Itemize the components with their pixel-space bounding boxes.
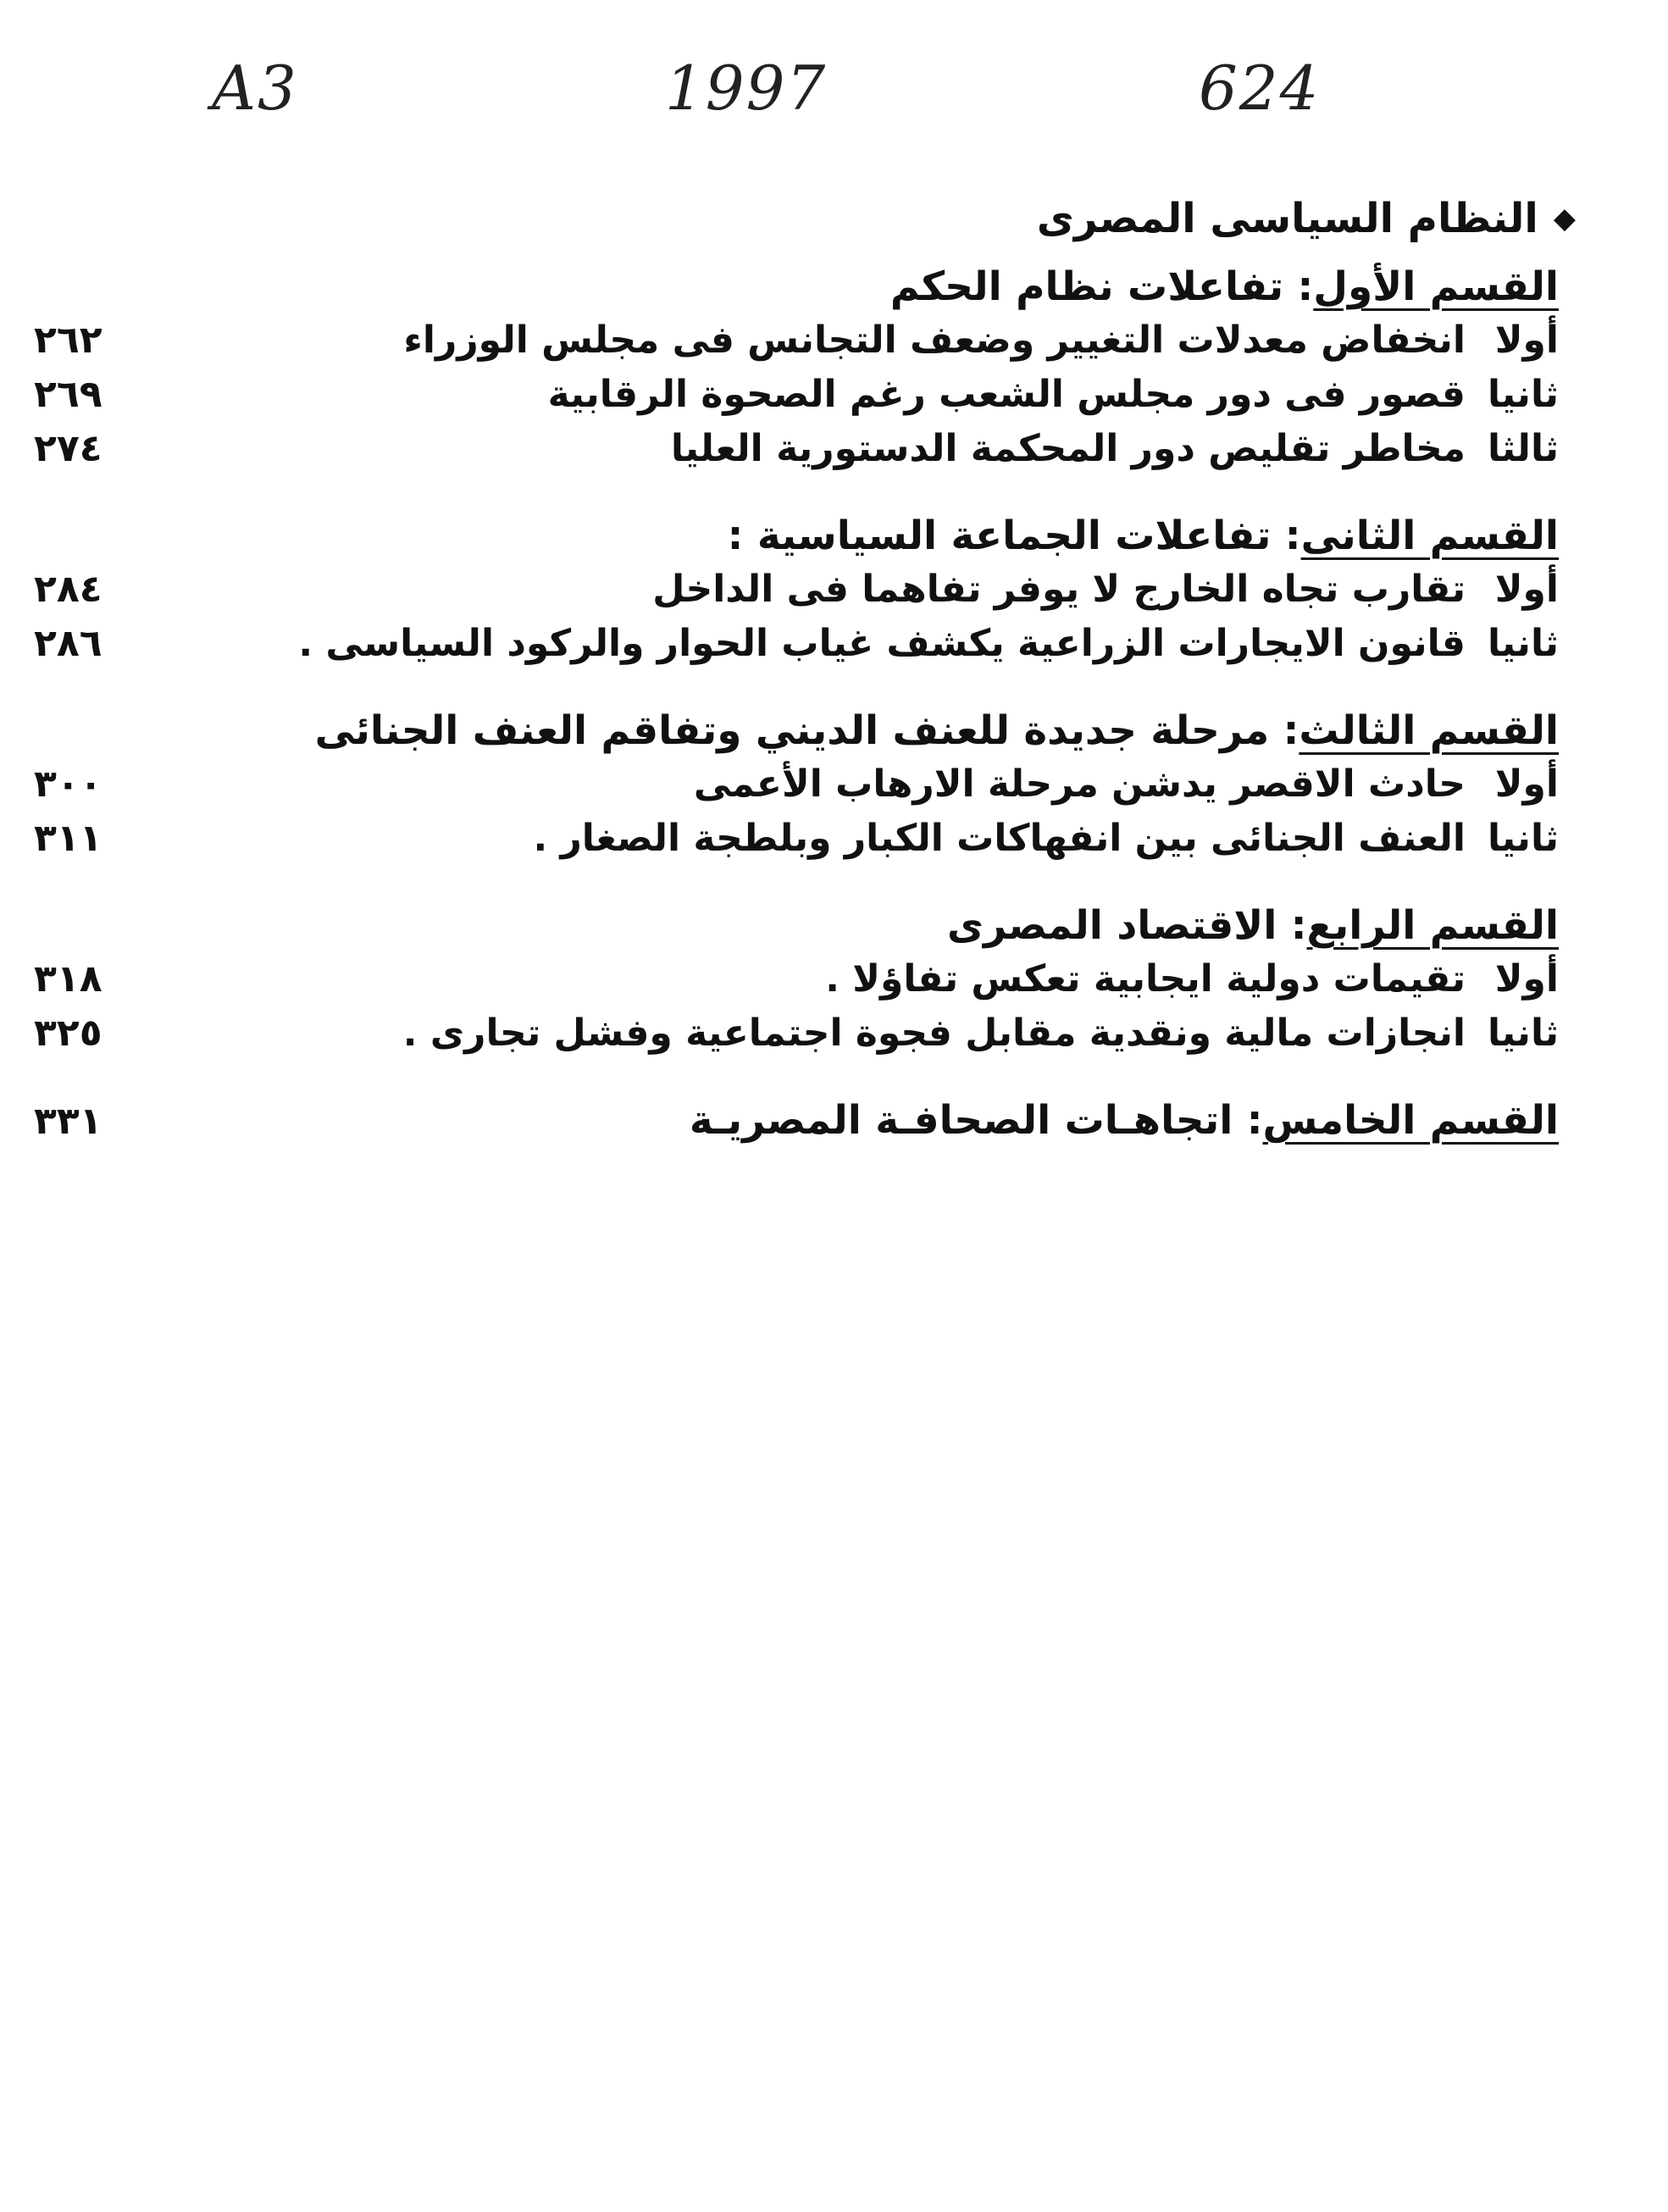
entry-ordinal: ثانيا: [1487, 817, 1559, 860]
entry-text: قانون الايجارات الزراعية يكشف غياب الحوار والركود السياسى .: [298, 622, 1466, 665]
entry-page-number: ٣١٨: [34, 957, 103, 1001]
entry-text: تقارب تجاه الخارج لا يوفر تفاهما فى الداخل: [652, 568, 1466, 611]
diamond-bullet-icon: ◆: [1553, 202, 1576, 236]
toc-entry: [34, 422, 1576, 476]
section-label: القسم الخامس: [1262, 1097, 1559, 1144]
entry-ordinal: ثانيا: [1487, 1012, 1559, 1055]
section-title: : تفاعلات الجماعة السياسية :: [727, 513, 1301, 559]
toc-section: [34, 705, 1576, 866]
entry-text: مخاطر تقليص دور المحكمة الدستورية العليا: [670, 427, 1466, 470]
toc-entry: [34, 1006, 1576, 1061]
toc-entry: [34, 368, 1576, 422]
entry-page-number: ٢٦٢: [34, 319, 103, 362]
entry-ordinal: أولا: [1494, 568, 1559, 611]
document-title-text: النظام السياسى المصرى: [1036, 195, 1538, 242]
entry-text: قصور فى دور مجلس الشعب رغم الصحوة الرقابية: [547, 373, 1466, 416]
section-title: : تفاعلات نظام الحكم: [889, 263, 1314, 310]
section-heading: [34, 510, 1576, 563]
entry-page-number: ٣١١: [34, 817, 103, 860]
entry-page-number: ٢٨٤: [34, 568, 103, 611]
section-page-number: ٣٣١: [34, 1100, 103, 1143]
section-heading: [34, 900, 1576, 952]
entry-ordinal: أولا: [1494, 319, 1559, 362]
handwritten-note-page: 624: [1199, 53, 1321, 124]
entry-page-number: ٢٨٦: [34, 622, 103, 665]
entry-text: تقيمات دولية ايجابية تعكس تفاؤلا .: [825, 957, 1466, 1001]
toc-section: [34, 900, 1576, 1061]
section-heading: [34, 1095, 1576, 1148]
section-label: القسم الأول: [1313, 263, 1559, 310]
entry-text: انخفاض معدلات التغيير وضعف التجانس فى مجلس الوزراء: [403, 319, 1466, 362]
section-label: القسم الثانى: [1300, 513, 1559, 559]
toc-entry: [34, 812, 1576, 866]
entry-ordinal: أولا: [1494, 762, 1559, 806]
entry-ordinal: أولا: [1494, 957, 1559, 1001]
entry-text: العنف الجنائى بين انفهاكات الكبار وبلطجة الصغار .: [533, 817, 1466, 860]
toc-section: [34, 261, 1576, 476]
handwritten-note-year: 1997: [665, 53, 828, 124]
toc-entry: [34, 313, 1576, 368]
toc-entry: [34, 563, 1576, 617]
document-title: [34, 195, 1576, 242]
toc-section: [34, 1095, 1576, 1148]
section-heading: [34, 705, 1576, 757]
entry-ordinal: ثانيا: [1487, 622, 1559, 665]
section-title: : الاقتصاد المصرى: [946, 902, 1307, 949]
entry-page-number: ٣٢٥: [34, 1012, 103, 1055]
table-of-contents: [34, 195, 1576, 1182]
section-label: القسم الرابع: [1306, 902, 1559, 949]
section-heading: [34, 261, 1576, 313]
handwritten-note-left: A3: [212, 53, 298, 124]
section-label: القسم الثالث: [1299, 707, 1559, 754]
entry-text: حادث الاقصر يدشن مرحلة الارهاب الأعمى: [693, 762, 1466, 806]
entry-page-number: ٢٧٤: [34, 427, 103, 470]
entry-text: انجازات مالية ونقدية مقابل فجوة اجتماعية وفشل تجارى .: [402, 1012, 1466, 1055]
toc-section: [34, 510, 1576, 671]
section-title: : مرحلة جديدة للعنف الديني وتفاقم العنف الجنائى: [314, 707, 1299, 754]
toc-entry: [34, 757, 1576, 812]
entry-page-number: ٢٦٩: [34, 373, 103, 416]
toc-entry: [34, 617, 1576, 671]
entry-ordinal: ثالثا: [1487, 427, 1559, 470]
section-title: : اتجاهـات الصحافـة المصريـة: [689, 1097, 1263, 1144]
toc-entry: [34, 952, 1576, 1006]
entry-ordinal: ثانيا: [1487, 373, 1559, 416]
entry-page-number: ٣٠٠: [34, 762, 103, 806]
